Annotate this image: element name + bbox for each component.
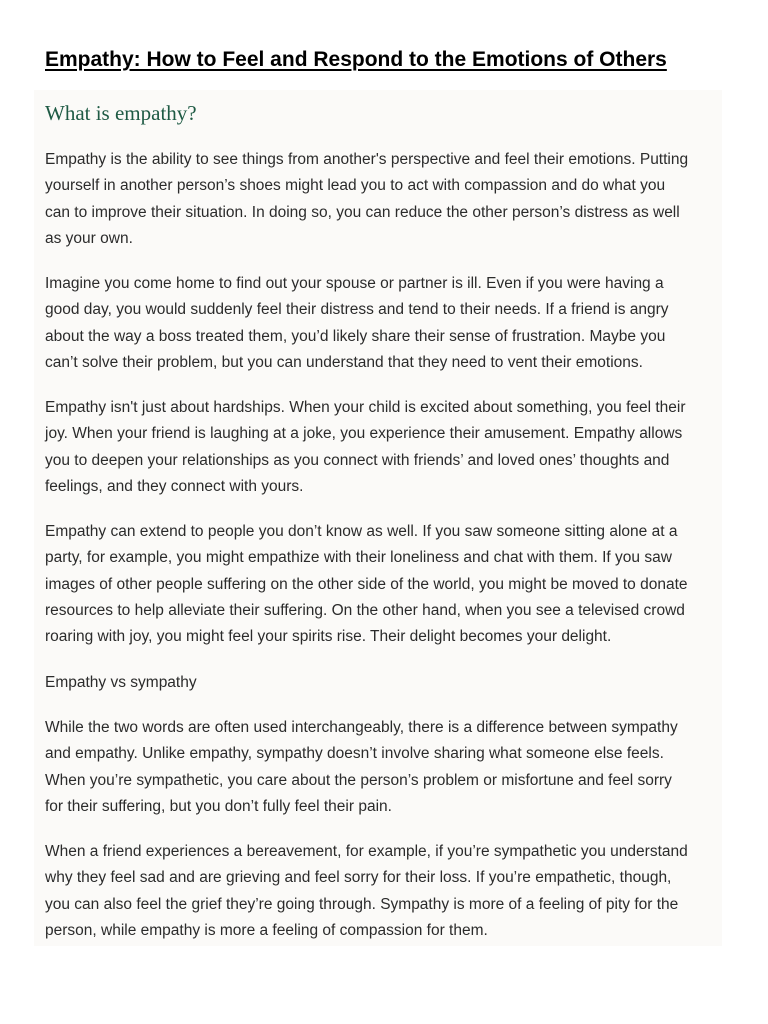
paragraph-line: and empathy. Unlike empathy, sympathy doesn’t involve sharing what someone else feels. [45, 745, 664, 763]
paragraph-line: as your own. [45, 229, 133, 247]
paragraph-line: Empathy isn't just about hardships. When your child is excited about something, you feel their [45, 399, 686, 416]
paragraph-line: When you’re sympathetic, you care about the person’s problem or misfortune and feel sorry [45, 771, 672, 789]
paragraph-line: why they feel sad and are grieving and feel sorry for their loss. If you’re empathetic, though, [45, 869, 672, 887]
paragraph-line: joy. When your friend is laughing at a joke, you experience their amusement. Empathy allows [45, 425, 683, 443]
paragraph-line: person, while empathy is more a feeling of compassion for them. [45, 921, 488, 939]
paragraph-line: resources to help alleviate their suffering. On the other hand, when you see a televised crowd [45, 601, 685, 619]
paragraph [45, 715, 735, 820]
paragraph [45, 147, 735, 252]
paragraph [45, 839, 735, 944]
paragraph-line: can to improve their situation. In doing so, you can reduce the other person’s distress as well [45, 203, 680, 221]
paragraph-line: feelings, and they connect with yours. [45, 477, 304, 495]
paragraph-line: Empathy can extend to people you don’t know as well. If you saw someone sitting alone at a [45, 523, 678, 540]
paragraph-line: yourself in another person’s shoes might lead you to act with compassion and do what you [45, 177, 666, 195]
paragraph-line: you can also feel the grief they’re going through. Sympathy is more of a feeling of pity for the [45, 895, 679, 913]
page-title: Empathy: How to Feel and Respond to the Emotions of Others [45, 48, 667, 71]
paragraph [45, 519, 735, 650]
paragraph [45, 271, 735, 376]
paragraph-line: images of other people suffering on the other side of the world, you might be moved to donate [45, 575, 688, 593]
paragraph-line: Empathy is the ability to see things from another's perspective and feel their emotions. Putting [45, 151, 689, 168]
paragraph-line: party, for example, you might empathize with their loneliness and chat with them. If you saw [45, 549, 672, 567]
paragraph [45, 395, 735, 500]
paragraph-line: you to deepen your relationships as you connect with friends’ and loved ones’ thoughts and [45, 451, 670, 469]
paragraph-line: good day, you would suddenly feel their distress and tend to their needs. If a friend is angry [45, 301, 669, 319]
paragraph-line: for their suffering, but you don’t fully feel their pain. [45, 797, 392, 815]
paragraph-line: Imagine you come home to find out your spouse or partner is ill. Even if you were having a [45, 275, 664, 292]
paragraph-line: While the two words are often used interchangeably, there is a difference between sympathy [45, 719, 678, 736]
paragraph-line: about the way a boss treated them, you’d likely share their sense of frustration. Maybe you [45, 327, 666, 345]
section-heading: What is empathy? [45, 101, 197, 125]
paragraph-line: roaring with joy, you might feel your spirits rise. Their delight becomes your delight. [45, 628, 612, 646]
subheading: Empathy vs sympathy [45, 674, 197, 691]
paragraph-line: When a friend experiences a bereavement, for example, if you’re sympathetic you understand [45, 843, 688, 860]
paragraph-line: can’t solve their problem, but you can understand that they need to vent their emotions. [45, 353, 643, 371]
